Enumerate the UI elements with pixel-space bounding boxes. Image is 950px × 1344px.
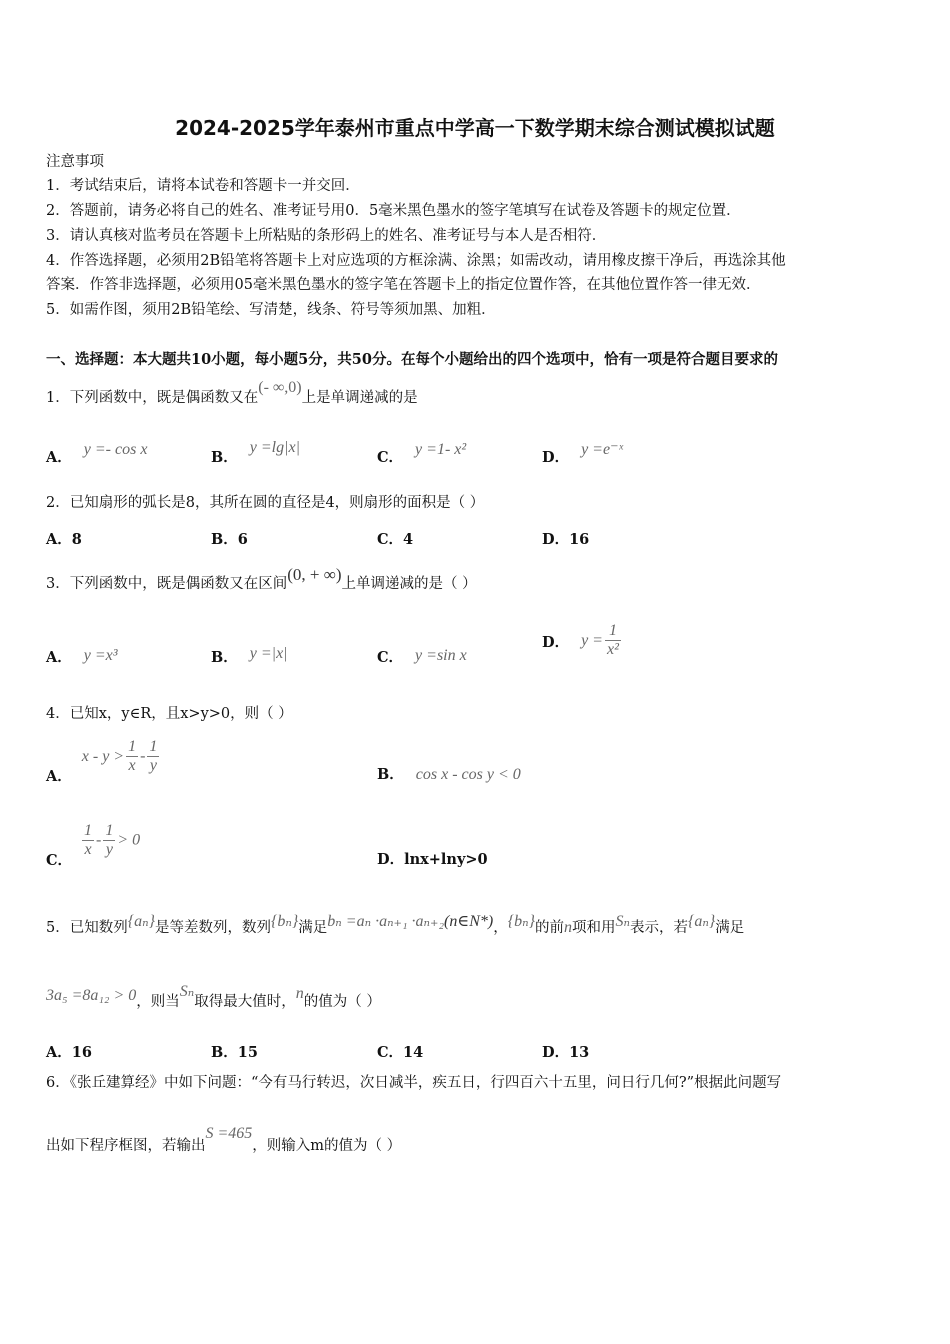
section-heading: 一、选择题：本大题共10小题，每小题5分，共50分。在每个小题给出的四个选项中，恰有一项是符合题目要求的	[46, 351, 778, 368]
q1-option-b[interactable]: B．y =lg|x|	[211, 439, 301, 466]
fraction: $\frac{1}{y}$	[105, 822, 114, 858]
notice-item: 答案．作答非选择题，必须用05毫米黑色墨水的签字笔在答题卡上的指定位置作答，在其他位置作答一律无效．	[46, 277, 761, 293]
q3-interval: (0, + ∞)	[287, 565, 342, 584]
q3-option-b[interactable]: B． y =|x|	[211, 645, 288, 666]
q2-option-c[interactable]: C．4	[377, 531, 414, 548]
q4-option-a[interactable]: A．x - y > $\frac{1}{x}$ - $\frac{1}{y}$	[46, 738, 158, 785]
question-2: 2．已知扇形的弧长是8，其所在圆的直径是4，则扇形的面积是（ ）	[46, 495, 485, 511]
q3-option-a[interactable]: A． y =x³	[46, 647, 118, 666]
question-3: 3．下列函数中，既是偶函数又在区间(0, + ∞)上单调递减的是（ ）	[46, 565, 477, 592]
question-4: 4．已知x，y∈R，且x>y>0，则（ ）	[46, 706, 293, 722]
q5-option-a[interactable]: A．16	[46, 1044, 92, 1061]
q1-option-a[interactable]: A． y =- cos x	[46, 441, 148, 466]
q4-option-b[interactable]: B． cos x - cos y < 0	[377, 766, 521, 783]
q1-option-d[interactable]: D． y =e⁻ˣ	[542, 441, 624, 466]
fraction: $\frac{1}{x}$	[128, 738, 137, 774]
q2-option-a[interactable]: A．8	[46, 531, 82, 548]
notice-item: 5．如需作图，须用2B铅笔绘、写清楚，线条、符号等须加黑、加粗．	[46, 302, 496, 318]
question-1	[46, 379, 418, 408]
q5-option-c[interactable]: C．14	[377, 1044, 424, 1061]
question-5: 5．已知数列{aₙ}是等差数列，数列{bₙ}满足bₙ =aₙ ·aₙ₊₁ ·aₙ₊₂(n∈N*)，{bₙ}的前n项和用Sₙ表示，若{aₙ}满足	[46, 913, 745, 936]
q5-option-b[interactable]: B．15	[211, 1044, 258, 1061]
notice-item: 3．请认真核对监考员在答题卡上所粘贴的条形码上的姓名、准考证号与本人是否相符．	[46, 228, 607, 244]
q1-stem: 1．下列函数中，既是偶函数又在	[46, 390, 259, 406]
fraction: $\frac{1}{x}$	[84, 822, 93, 858]
notice-item: 4．作答选择题，必须用2B铅笔将答题卡上对应选项的方框涂满、涂黑；如需改动，请用橡皮擦干净后，再选涂其他	[46, 253, 786, 269]
notice-item: 1．考试结束后，请将本试卷和答题卡一并交回．	[46, 178, 360, 194]
question-6-line-2: 出如下程序框图，若输出S =465，则输入m的值为（ ）	[46, 1125, 402, 1154]
q1-stem-end: 上是单调递减的是	[301, 390, 418, 406]
notice-item: 2．答题前，请务必将自己的姓名、准考证号用0．5毫米黑色墨水的签字笔填写在试卷及答题卡的规定位置．	[46, 203, 741, 219]
q5-option-d[interactable]: D．13	[542, 1044, 590, 1061]
question-6: 6．《张丘建算经》中如下问题：“今有马行转迟，次日减半，疾五日，行四百六十五里，问日行几何?”根据此问题写	[46, 1075, 782, 1091]
q1-interval: (- ∞,0)	[258, 379, 302, 396]
q2-option-b[interactable]: B．6	[211, 531, 248, 548]
q3-option-c[interactable]: C． y =sin x	[377, 647, 467, 666]
fraction: $\frac{1}{\text{x²}}$	[606, 622, 619, 658]
question-5-line-2: 3a₅ =8a₁₂ > 0，则当Sₙ取得最大值时，n的值为（ ）	[46, 983, 381, 1010]
page-title: 2024-2025学年泰州市重点中学高一下数学期末综合测试模拟试题	[175, 116, 775, 140]
q1-option-c[interactable]: C． y =1- x²	[377, 441, 467, 466]
notice-heading: 注意事项	[46, 154, 104, 170]
q2-option-d[interactable]: D．16	[542, 531, 590, 548]
q4-option-d[interactable]: D．lnx+lny>0	[377, 851, 488, 868]
fraction: $\frac{1}{y}$	[149, 738, 158, 774]
q3-option-d[interactable]: D． y = $\frac{1}{\text{x²}}$	[542, 622, 619, 658]
q4-option-c[interactable]: C． $\frac{1}{x}$ - $\frac{1}{y}$ > 0	[46, 822, 141, 869]
